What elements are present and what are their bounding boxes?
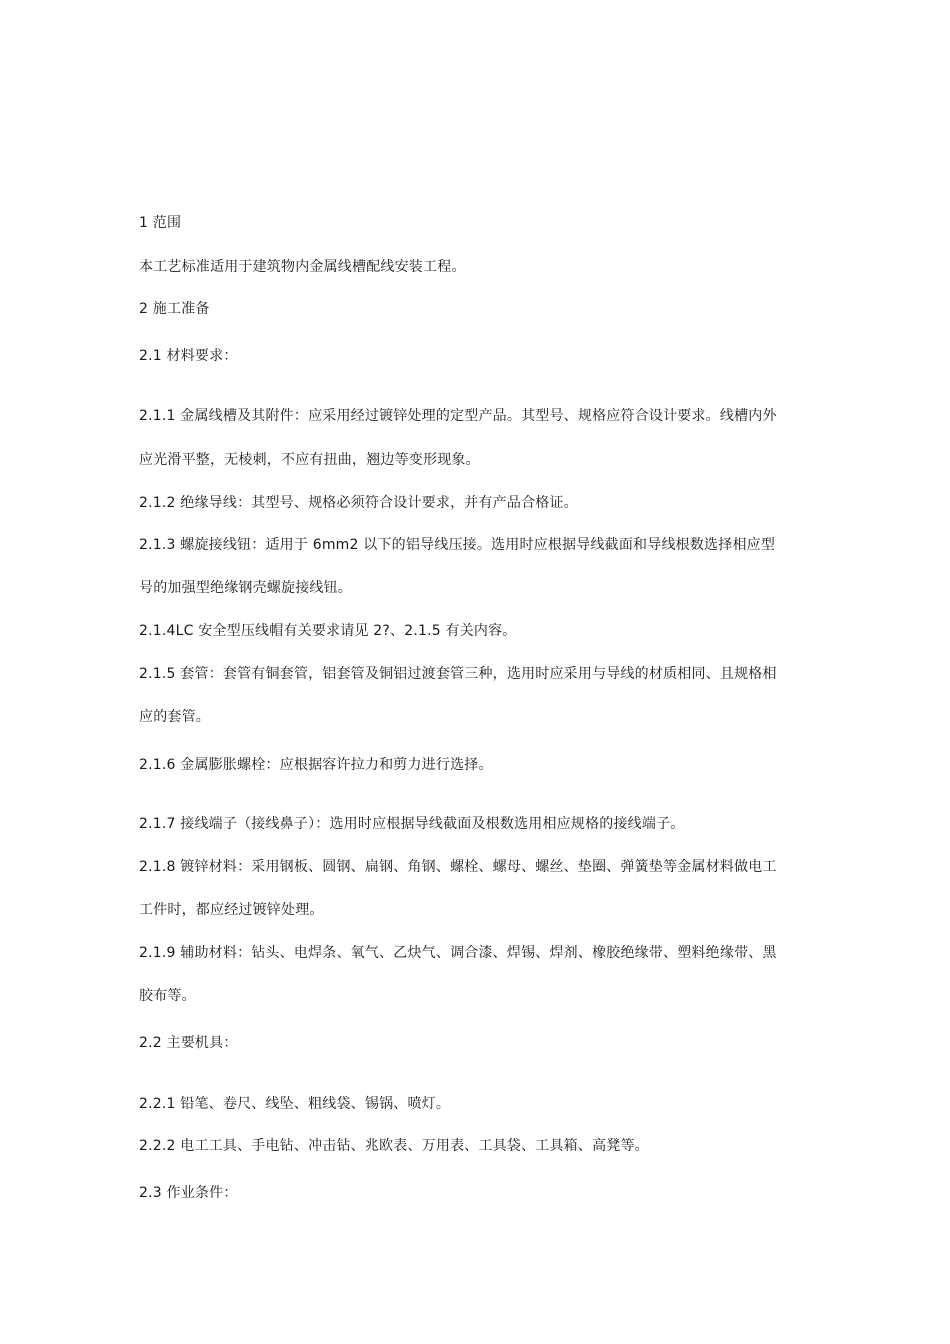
paragraph-line: 2.1.3 螺旋接线钮：适用于 6mm2 以下的铝导线压接。选用时应根据导线截面和导线根数选择相应型: [139, 537, 776, 553]
paragraph-line: 本工艺标准适用于建筑物内金属线槽配线安装工程。: [139, 259, 466, 275]
paragraph-line: 2.1.1 金属线槽及其附件：应采用经过镀锌处理的定型产品。其型号、规格应符合设计要求。线槽内外: [139, 408, 777, 424]
subsection-heading-materials: 2.1 材料要求：: [139, 348, 238, 364]
subsection-heading-tools: 2.2 主要机具：: [139, 1035, 238, 1051]
paragraph-line: 胶布等。: [139, 988, 196, 1004]
paragraph-line: 应的套管。: [139, 709, 210, 725]
paragraph-line: 2.1.5 套管：套管有铜套管，铝套管及铜铝过渡套管三种，选用时应采用与导线的材质相同、且规格相: [139, 666, 777, 682]
paragraph-line: 2.1.8 镀锌材料：采用钢板、圆钢、扁钢、角钢、螺栓、螺母、螺丝、垫圈、弹簧垫等金属材料做电工: [139, 859, 777, 875]
paragraph-line: 2.2.1 铅笔、卷尺、线坠、粗线袋、锡锅、喷灯。: [139, 1096, 451, 1112]
paragraph-line: 2.1.9 辅助材料：钻头、电焊条、氧气、乙炔气、调合漆、焊锡、焊剂、橡胶绝缘带、塑料绝缘带、黑: [139, 945, 777, 961]
section-heading-preparation: 2 施工准备: [139, 301, 210, 317]
paragraph-line: 2.2.2 电工工具、手电钻、冲击钻、兆欧表、万用表、工具袋、工具箱、高凳等。: [139, 1138, 649, 1154]
paragraph-line: 2.1.7 接线端子（接线鼻子）：选用时应根据导线截面及根数选用相应规格的接线端子。: [139, 816, 685, 832]
section-heading-scope: 1 范围: [139, 215, 182, 231]
subsection-heading-conditions: 2.3 作业条件：: [139, 1185, 238, 1201]
paragraph-line: 2.1.2 绝缘导线：其型号、规格必须符合设计要求，并有产品合格证。: [139, 495, 578, 511]
paragraph-line: 2.1.6 金属膨胀螺栓：应根据容许拉力和剪力进行选择。: [139, 757, 493, 773]
paragraph-line: 应光滑平整，无棱刺，不应有扭曲，翘边等变形现象。: [139, 452, 480, 468]
paragraph-line: 2.1.4LC 安全型压线帽有关要求请见 2?、2.1.5 有关内容。: [139, 623, 517, 639]
paragraph-line: 工件时，都应经过镀锌处理。: [139, 902, 324, 918]
paragraph-line: 号的加强型绝缘钢壳螺旋接线钮。: [139, 580, 352, 596]
